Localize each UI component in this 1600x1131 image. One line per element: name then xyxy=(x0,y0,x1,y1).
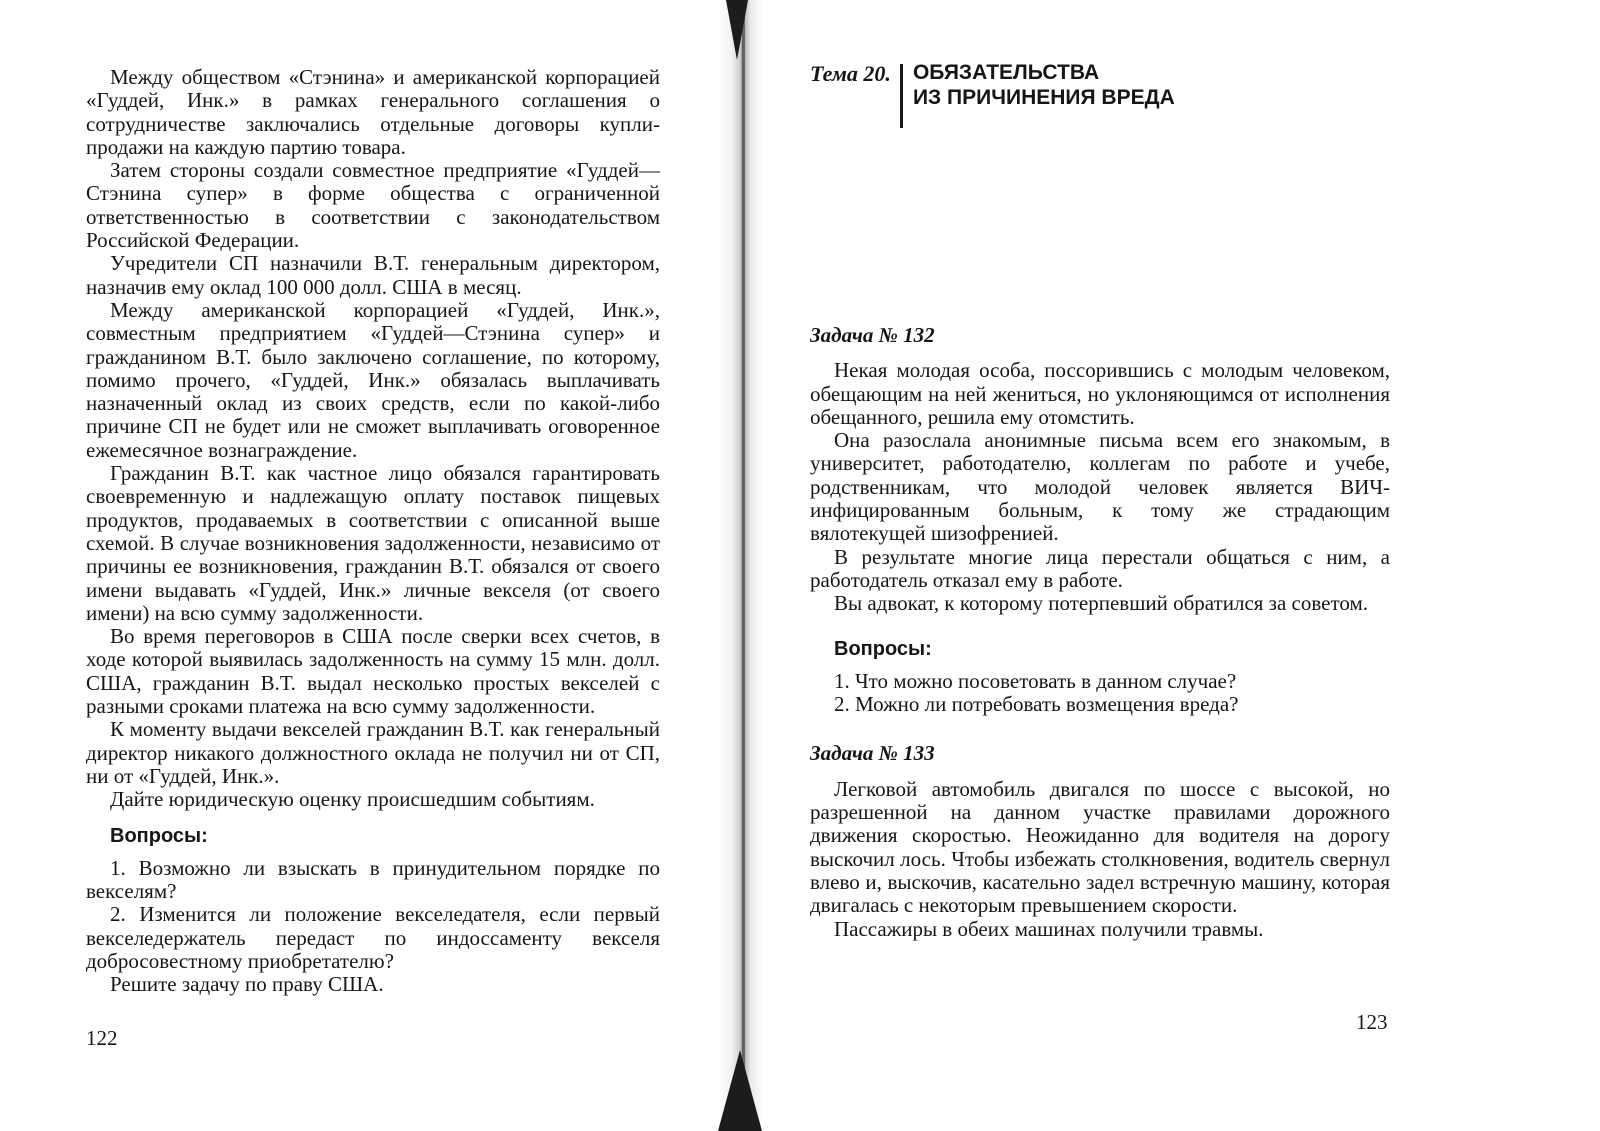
closing-instruction: Решите задачу по праву США. xyxy=(110,972,384,997)
section-spacer xyxy=(810,716,1390,742)
theme-title xyxy=(913,60,1175,110)
task-133 xyxy=(810,742,1390,940)
questions-heading: Вопросы: xyxy=(110,824,208,847)
question-item: 1. Что можно посоветовать в данном случае? xyxy=(834,668,1237,693)
left-page xyxy=(86,66,660,997)
right-page xyxy=(810,60,1390,941)
paragraph: Вы адвокат, к которому потерпевший обратился за советом. xyxy=(834,591,1369,616)
paragraph: Дайте юридическую оценку происшедшим событиям. xyxy=(110,787,595,812)
paragraph: В результате многие лица перестали общаться с ним, а работодатель отказал ему в работе. xyxy=(810,544,1390,592)
paragraph: Затем стороны создали совместное предприятие «Гуддей—Стэнина супер» в форме общества с ограниченной ответственностью в соответствии с законодательством Российской Федерации. xyxy=(86,158,660,253)
theme-title-line: ОБЯЗАТЕЛЬСТВА xyxy=(912,61,1100,84)
page-number-right: 123 xyxy=(1356,1010,1388,1034)
book-gutter xyxy=(718,0,764,1131)
paragraph: Пассажиры в обеих машинах получили травмы. xyxy=(834,916,1264,941)
spine-shadow-bottom xyxy=(718,1050,762,1131)
theme-divider xyxy=(900,64,903,128)
paragraph: Некая молодая особа, поссорившись с молодым человеком, обещающим на ней жениться, но уклоняющимся от исполнения обещанного, решила ему отомстить. xyxy=(810,358,1390,429)
question-item: 2. Можно ли потребовать возмещения вреда? xyxy=(834,692,1239,717)
task-title: Задача № 132 xyxy=(810,323,935,347)
spine-shadow-top xyxy=(726,0,748,60)
paragraph: Учредители СП назначили В.Т. генеральным директором, назначив ему оклад 100 000 долл. США в месяц. xyxy=(86,251,660,299)
paragraph: К моменту выдачи векселей гражданин В.Т. как генеральный директор никакого должностного оклада не получил ни от СП, ни от «Гуддей, Инк.». xyxy=(86,717,660,788)
page-number-left: 122 xyxy=(86,1026,118,1050)
theme-label: Тема 20. xyxy=(810,61,891,86)
task-title: Задача № 133 xyxy=(810,741,935,766)
paragraph: Между американской корпорацией «Гуддей, Инк.», совместным предприятием «Гуддей—Стэнина супер» и гражданином В.Т. было заключено соглашение, по которому, помимо прочего, «Гуддей, Инк.» обязалась выплачивать назначенный оклад из своих средств, если по какой-либо причине СП не будет или не сможет выплачивать оговоренное ежемесячное вознаграждение. xyxy=(86,297,660,462)
paragraph: Гражданин В.Т. как частное лицо обязался гарантировать своевременную и надлежащую оплату поставок пищевых продуктов, продаваемых в соответствии с описанной выше схемой. В случае возникновения задолженности, независимо от причины ее возникновения, гражданин В.Т. обязался от своего имени выдавать «Гуддей, Инк.» личные векселя (от своего имени) на всю сумму задолженности. xyxy=(86,461,660,625)
paragraph: Она разослала анонимные письма всем его знакомым, в университет, работодателю, коллегам по работе и учебе, родственникам, что молодой человек является ВИЧ-инфицированным больным, к тому же страдающим вялотекущей шизофренией. xyxy=(810,428,1390,546)
question-item: 1. Возможно ли взыскать в принудительном порядке по векселям? xyxy=(86,855,660,904)
book-spine-line xyxy=(742,0,745,1131)
paragraph: Легковой автомобиль двигался по шоссе с высокой, но разрешенной на данном участке правилами дорожного движения скоростью. Неожиданно для водителя на дорогу выскочил лось. Чтобы избежать столкновения, водитель свернул влево и, выскочив, касательно задел встречную машину, которая двигалась с некоторым превышением скорости. xyxy=(810,776,1390,918)
question-item: 2. Изменится ли положение векселедателя, если первый векселедержатель передаст по индоссаменту векселя добросовестному приобретателю? xyxy=(86,902,660,973)
paragraph: Между обществом «Стэнина» и американской корпорацией «Гуддей, Инк.» в рамках генерального соглашения о сотрудничестве заключались отдельные договоры купли-продажи на каждую партию товара. xyxy=(86,65,660,159)
theme-title-line: ИЗ ПРИЧИНЕНИЯ ВРЕДА xyxy=(912,86,1175,109)
paragraph: Во время переговоров в США после сверки всех счетов, в ходе которой выявилась задолженность на сумму 15 млн. долл. США, гражданин В.Т. выдал несколько простых векселей с разными сроками платежа на всю сумму задолженности. xyxy=(86,624,660,719)
theme-header xyxy=(810,60,1390,128)
task-132 xyxy=(810,324,1390,716)
questions-heading: Вопросы: xyxy=(834,637,932,660)
